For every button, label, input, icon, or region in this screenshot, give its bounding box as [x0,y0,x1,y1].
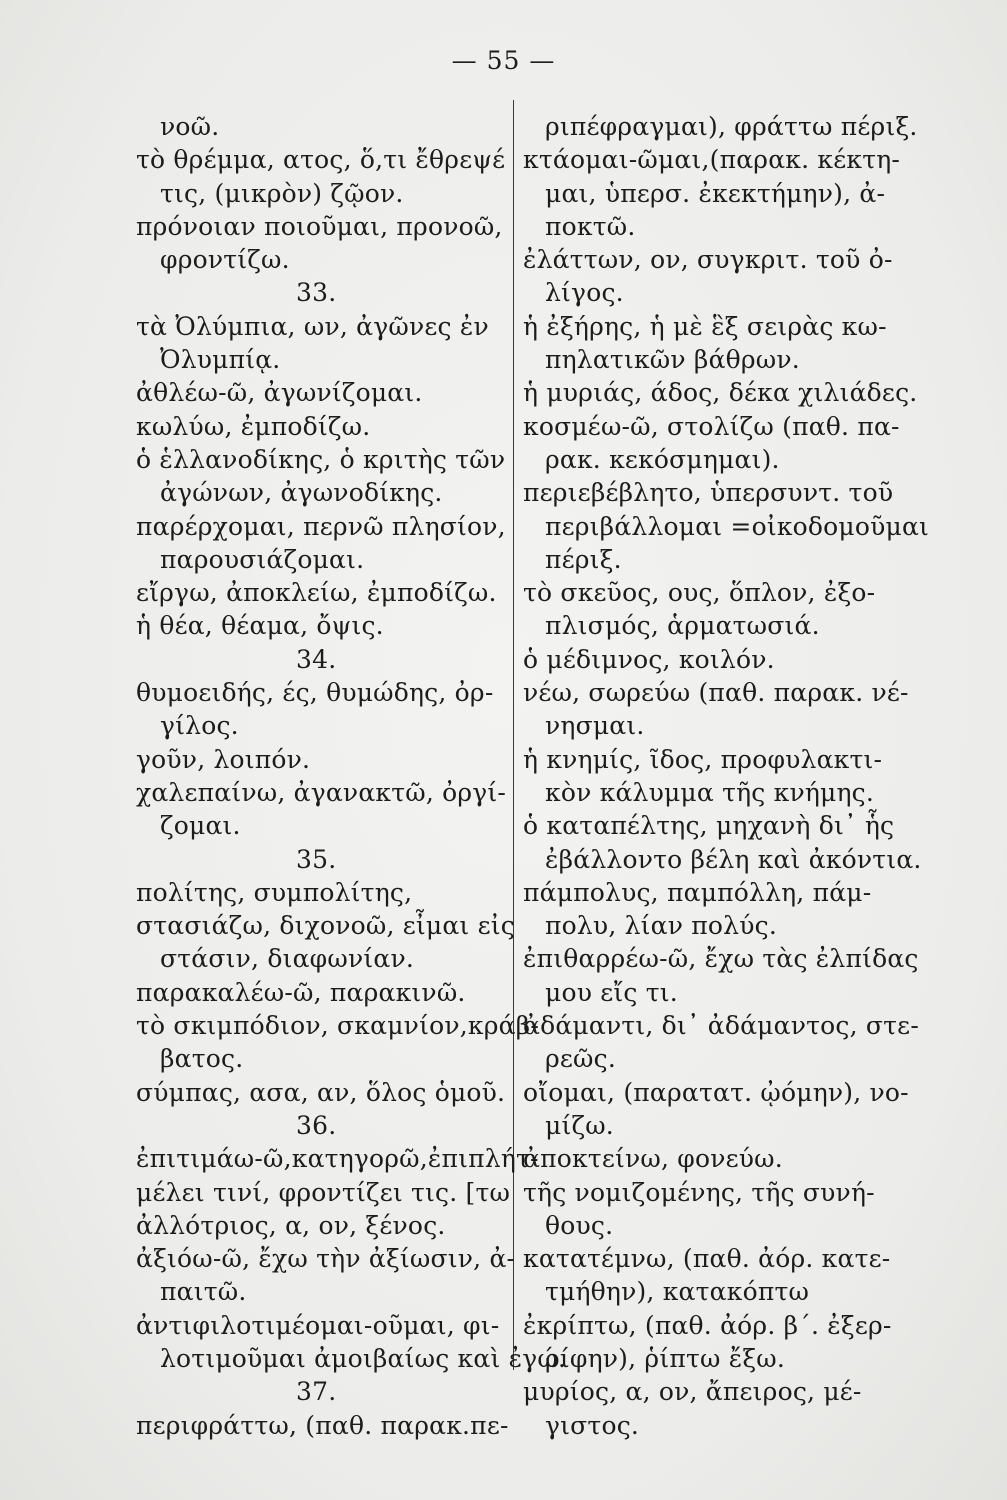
glossary-line: ἐβάλλοντο βέλη καὶ ἀκόντια. [545,844,922,874]
glossary-line: μου εἴς τι. [545,977,678,1007]
glossary-line: γοῦν, λοιπόν. [136,744,311,774]
glossary-line: οἴομαι, (παρατατ. ᾠόμην), νο- [523,1077,909,1107]
glossary-line: λίγος. [545,278,624,308]
glossary-line: ἐκρίπτω, (παθ. ἀόρ. β΄. ἐξερ- [523,1310,892,1340]
glossary-line: ὁ ἑλλανοδίκης, ὁ κριτὴς τῶν [136,444,506,474]
section-number: 33. [296,278,337,308]
glossary-line: παρουσιάζομαι. [160,544,365,574]
glossary-line: μίζω. [545,1110,614,1140]
glossary-line: περιφράττω, (παθ. παρακ.πε- [136,1410,509,1440]
right-column [523,110,930,1442]
glossary-line: ζομαι. [160,811,241,841]
glossary-line: ἀθλέω-ῶ, ἀγωνίζομαι. [136,378,423,408]
glossary-line: λοτιμοῦμαι ἀμοιβαίως καὶ ἐγώ. [160,1343,567,1373]
glossary-line: πάμπολυς, παμπόλλη, πάμ- [523,877,872,907]
glossary-line: μέλει τινί, φροντίζει τις. [τω [136,1177,511,1207]
section-number: 35. [296,844,337,874]
glossary-line: τὰ Ὀλύμπια, ων, ἀγῶνες ἐν [136,311,489,341]
glossary-line: τῆς νομιζομένης, τῆς συνή- [523,1177,875,1207]
glossary-line: περιεβέβλητο, ὑπερσυντ. τοῦ [523,478,894,508]
glossary-line: νοῶ. [160,112,220,141]
glossary-line: κτάομαι-ῶμαι,(παρακ. κέκτη- [523,145,901,175]
glossary-line: στασιάζω, διχονοῶ, εἶμαι εἰς [136,911,515,941]
glossary-line: ἀντιφιλοτιμέομαι-οῦμαι, φι- [136,1310,500,1340]
glossary-line: χαλεπαίνω, ἀγανακτῶ, ὀργί- [136,777,507,807]
glossary-line: μαι, ὑπερσ. ἐκεκτήμην), ἀ- [545,178,886,208]
glossary-line: γίλος. [160,711,239,741]
glossary-line: ὁ καταπέλτης, μηχανὴ δι᾽ ἧς [523,811,895,841]
glossary-line: πολυ, λίαν πολύς. [545,911,777,941]
glossary-line: βατος. [160,1044,244,1074]
glossary-line: ἀδάμαντι, δι᾽ ἀδάμαντος, στε- [523,1011,919,1041]
glossary-line: ὁ μέδιμνος, κοιλόν. [523,644,775,674]
glossary-line: ριπέφραγμαι), φράττω πέριξ. [545,112,918,141]
glossary-line: ἀλλότριος, α, ον, ξένος. [136,1210,446,1240]
glossary-line: κατατέμνω, (παθ. ἀόρ. κατε- [523,1244,891,1274]
column-divider [513,100,514,1370]
glossary-line: γιστος. [545,1410,640,1440]
glossary-line: εἴργω, ἀποκλείω, ἐμποδίζω. [136,578,497,608]
glossary-line: πρόνοιαν ποιοῦμαι, προνοῶ, [136,211,503,241]
glossary-line: παρακαλέω-ῶ, παρακινῶ. [136,977,466,1007]
glossary-line: ρακ. κεκόσμημαι). [545,444,780,474]
glossary-line: πέριξ. [545,544,622,574]
glossary-line: ἐπιθαρρέω-ῶ, ἔχω τὰς ἐλπίδας [523,944,919,974]
glossary-line: πλισμός, ἁρματωσιά. [545,611,820,641]
glossary-line: κοσμέω-ῶ, στολίζω (παθ. πα- [523,411,900,441]
glossary-line: τις, (μικρὸν) ζῷον. [160,178,404,208]
glossary-line: ρίφην), ῥίπτω ἔξω. [545,1343,786,1373]
section-number: 34. [296,644,337,674]
glossary-line: στάσιν, διαφωνίαν. [160,944,414,974]
glossary-line: παρέρχομαι, περνῶ πλησίον, [136,511,506,541]
glossary-line: ἡ ἐξήρης, ἡ μὲ ἓξ σειρὰς κω- [523,311,887,341]
glossary-line: τὸ σκεῦος, ους, ὅπλον, ἐξο- [523,578,876,608]
glossary-line: ἐλάττων, ον, συγκριτ. τοῦ ὀ- [523,245,893,275]
glossary-line: παιτῶ. [160,1277,247,1307]
glossary-line: φροντίζω. [160,245,290,275]
section-number: 37. [296,1377,337,1407]
glossary-line: ἀγώνων, ἀγωνοδίκης. [160,478,443,508]
glossary-line: ρεῶς. [545,1044,616,1074]
glossary-line: ἐπιτιμάω-ῶ,κατηγορῶ,ἐπιπλήτ- [136,1144,539,1174]
page-number: — 55 — [451,46,556,75]
glossary-line: νέω, σωρεύω (παθ. παρακ. νέ- [523,678,909,708]
glossary-line: θους. [545,1210,614,1240]
glossary-line: σύμπας, ασα, αν, ὅλος ὁμοῦ. [136,1077,506,1107]
glossary-line: πηλατικῶν βάθρων. [545,345,800,375]
glossary-line: κὸν κάλυμμα τῆς κνήμης. [545,777,875,807]
section-number: 36. [296,1110,337,1140]
glossary-line: τμήθην), κατακόπτω [545,1277,810,1307]
glossary-line: νησμαι. [545,711,645,741]
glossary-line: κωλύω, ἐμποδίζω. [136,411,371,441]
glossary-line: ἀξιόω-ῶ, ἔχω τὴν ἀξίωσιν, ἀ- [136,1244,516,1274]
left-column [136,110,567,1442]
glossary-line: Ὀλυμπίᾳ. [160,345,281,375]
glossary-line: θυμοειδής, ές, θυμώδης, ὀρ- [136,678,494,708]
glossary-line: ἡ μυριάς, άδος, δέκα χιλιάδες. [523,378,918,408]
glossary-line: ποκτῶ. [545,211,636,241]
glossary-line: ἡ θέα, θέαμα, ὄψις. [136,611,384,641]
glossary-line: μυρίος, α, ον, ἄπειρος, μέ- [523,1377,862,1407]
glossary-line: περιβάλλομαι =οἰκοδομοῦμαι [545,511,930,541]
glossary-line: τὸ θρέμμα, ατος, ὅ,τι ἔθρεψέ [136,145,506,175]
glossary-line: πολίτης, συμπολίτης, [136,877,413,907]
glossary-line: τὸ σκιμπόδιον, σκαμνίον,κράβ- [136,1011,539,1041]
glossary-line: ἡ κνημίς, ῖδος, προφυλακτι- [523,744,883,774]
glossary-line: ἀποκτείνω, φονεύω. [523,1144,783,1174]
